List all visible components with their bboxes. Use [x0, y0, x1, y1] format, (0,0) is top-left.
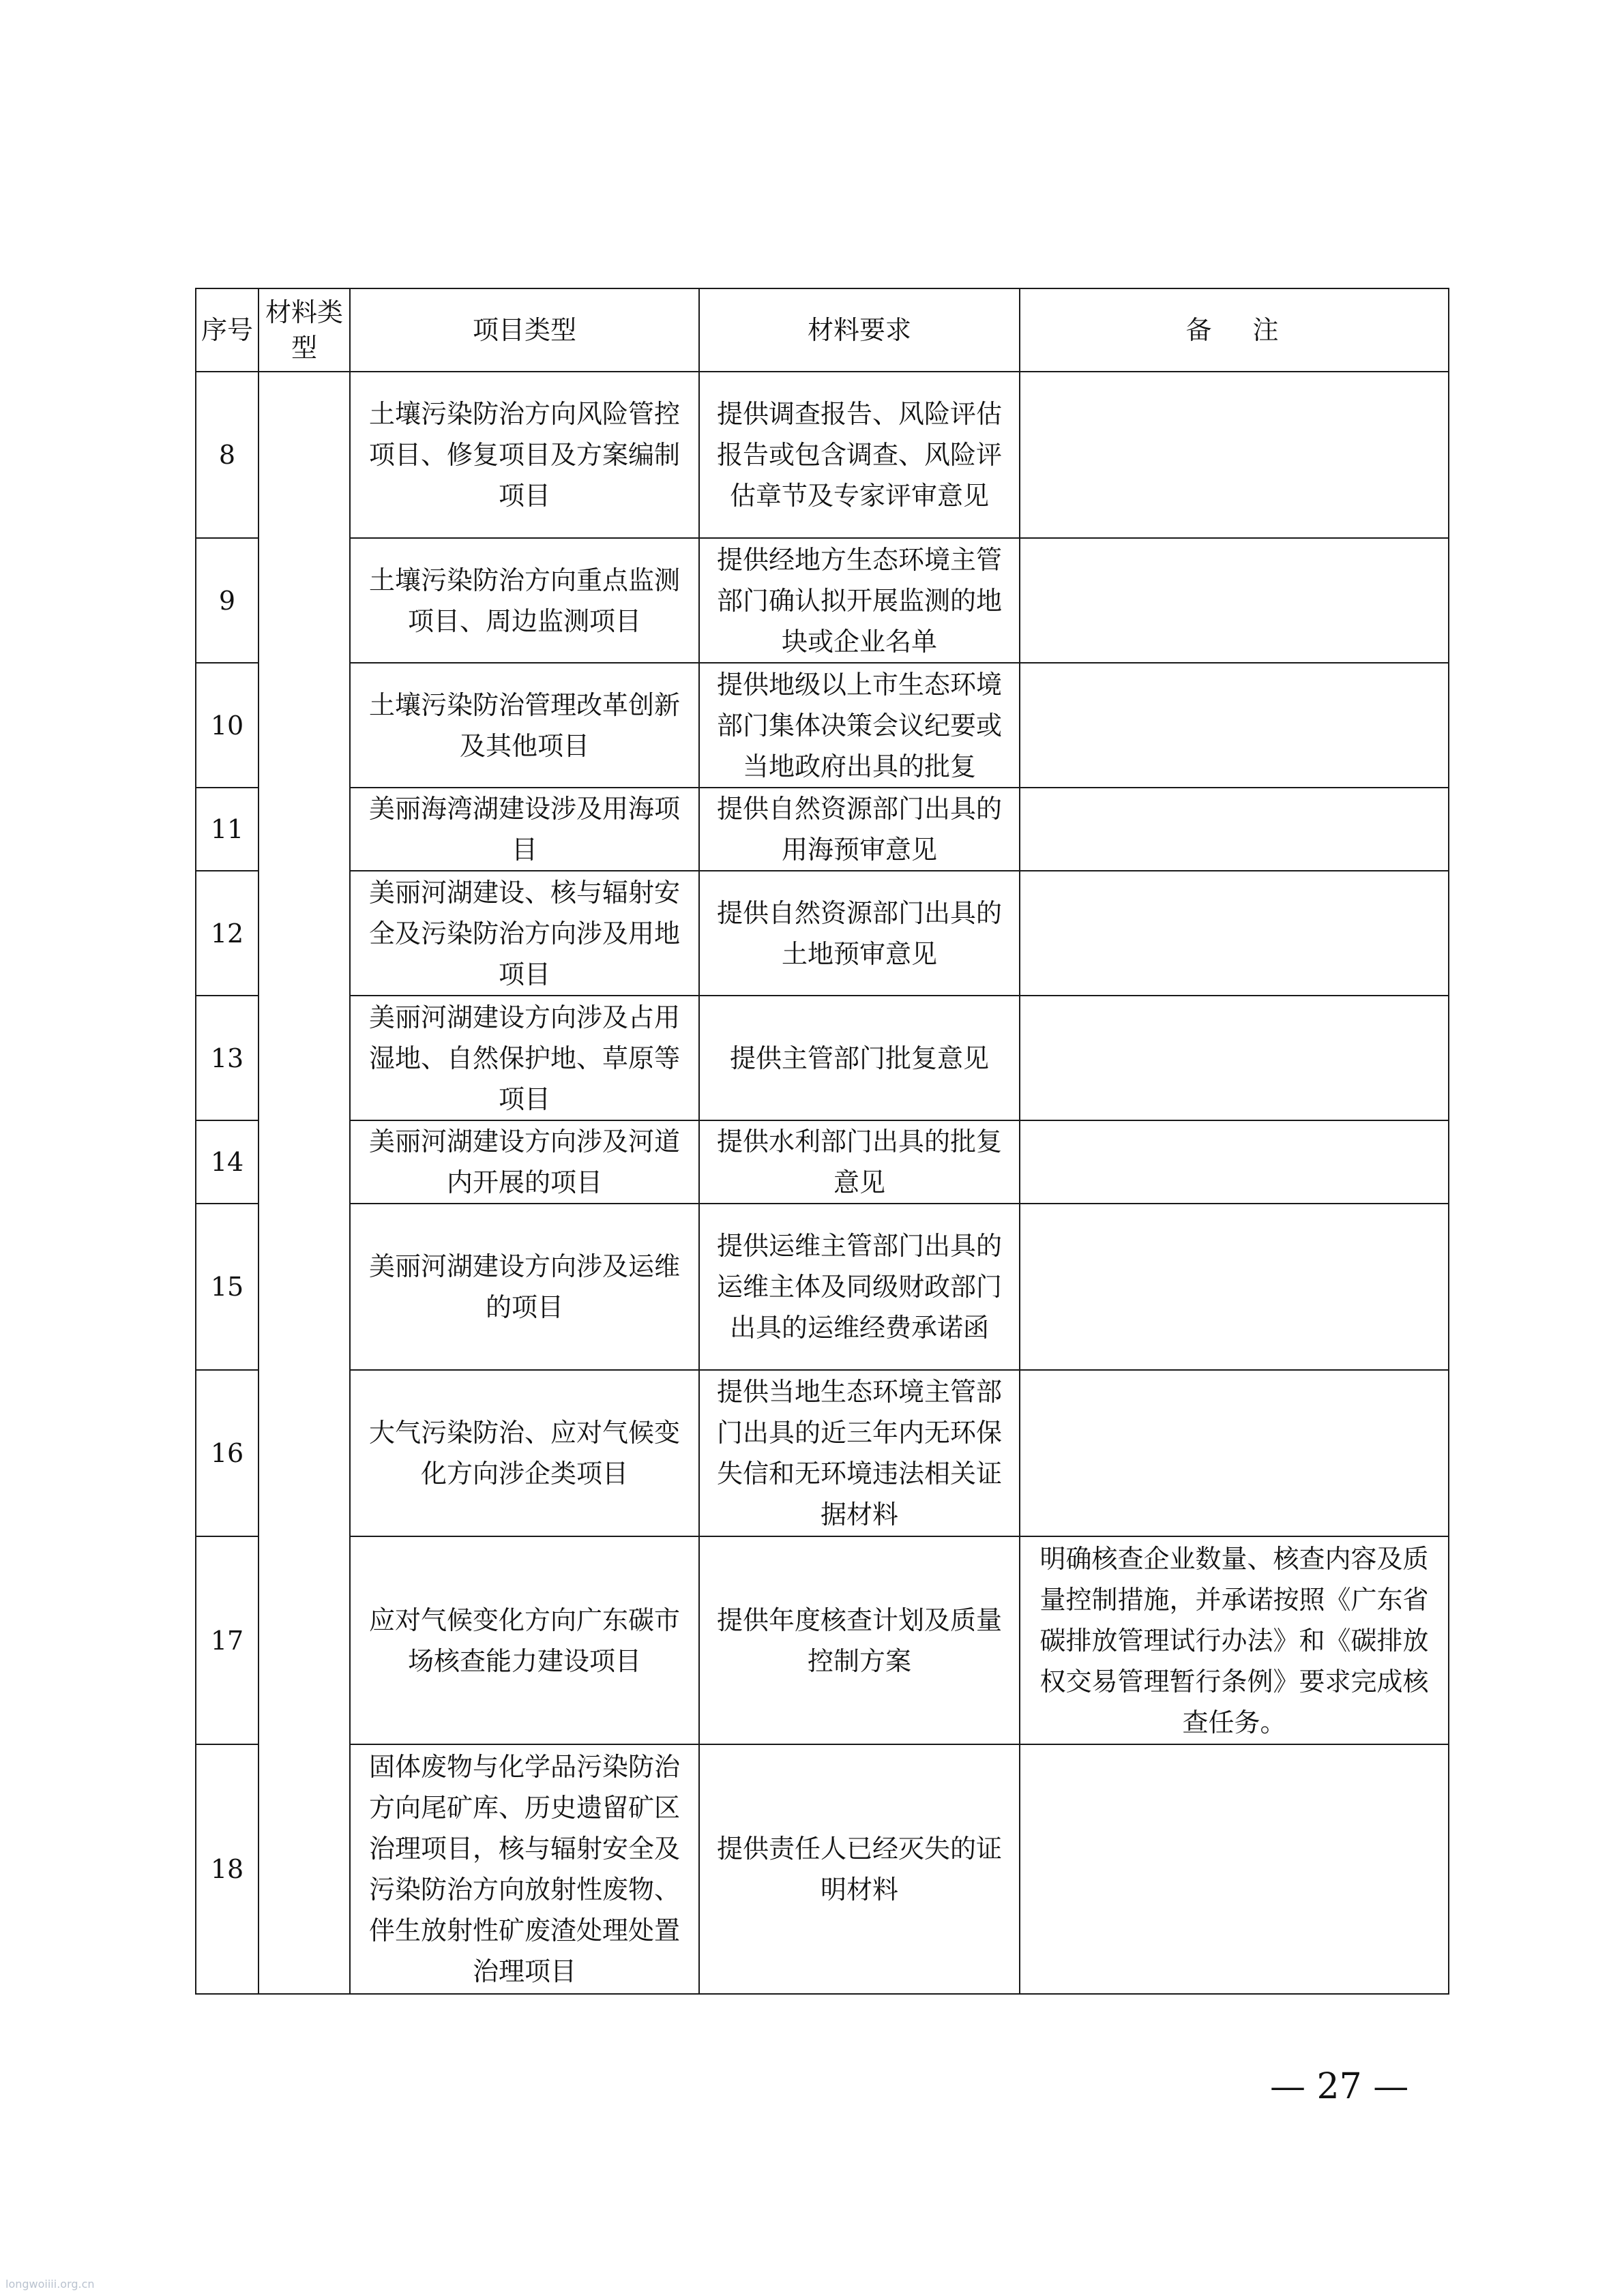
row-material-requirement: 提供调查报告、风险评估报告或包含调查、风险评估章节及专家评审意见: [699, 372, 1020, 538]
row-material-requirement: 提供经地方生态环境主管部门确认拟开展监测的地块或企业名单: [699, 538, 1020, 663]
row-seq: 8: [196, 372, 259, 538]
header-remark: 备注: [1020, 288, 1449, 372]
row-project-type: 固体废物与化学品污染防治方向尾矿库、历史遗留矿区治理项目，核与辐射安全及污染防治方向放射性废物、伴生放射性矿废渣处理处置治理项目: [350, 1744, 699, 1994]
table-row: [196, 372, 1449, 538]
row-project-type: 美丽河湖建设方向涉及运维的项目: [350, 1204, 699, 1370]
page-number: — 27 —: [1270, 2066, 1409, 2107]
watermark: longwoiiii.org.cn: [5, 2278, 95, 2291]
row-remark: 明确核查企业数量、核查内容及质量控制措施，并承诺按照《广东省碳排放管理试行办法》和《碳排放权交易管理暂行条例》要求完成核查任务。: [1020, 1536, 1449, 1744]
table-row: [196, 871, 1449, 996]
header-project-type: 项目类型: [350, 288, 699, 372]
row-material-requirement: 提供水利部门出具的批复意见: [699, 1120, 1020, 1204]
header-material-requirement: 材料要求: [699, 288, 1020, 372]
row-seq: 12: [196, 871, 259, 996]
row-remark: [1020, 1370, 1449, 1536]
row-seq: 9: [196, 538, 259, 663]
row-project-type: 美丽河湖建设、核与辐射安全及污染防治方向涉及用地项目: [350, 871, 699, 996]
row-remark: [1020, 788, 1449, 871]
table-row: [196, 1204, 1449, 1370]
table-row: [196, 1536, 1449, 1744]
row-seq: 11: [196, 788, 259, 871]
row-seq: 16: [196, 1370, 259, 1536]
row-seq: 15: [196, 1204, 259, 1370]
table-row: [196, 1120, 1449, 1204]
table-header-row: [196, 288, 1449, 372]
row-seq: 13: [196, 996, 259, 1120]
table-row: [196, 538, 1449, 663]
header-seq: 序号: [196, 288, 259, 372]
row-remark: [1020, 871, 1449, 996]
row-project-type: 大气污染防治、应对气候变化方向涉企类项目: [350, 1370, 699, 1536]
row-project-type: 美丽海湾湖建设涉及用海项目: [350, 788, 699, 871]
row-material-requirement: 提供地级以上市生态环境部门集体决策会议纪要或当地政府出具的批复: [699, 663, 1020, 788]
row-remark: [1020, 372, 1449, 538]
row-remark: [1020, 663, 1449, 788]
row-seq: 10: [196, 663, 259, 788]
table-row: [196, 996, 1449, 1120]
row-material-requirement: 提供年度核查计划及质量控制方案: [699, 1536, 1020, 1744]
row-remark: [1020, 996, 1449, 1120]
table-row: [196, 788, 1449, 871]
table-row: [196, 1744, 1449, 1994]
row-material-requirement: 提供自然资源部门出具的土地预审意见: [699, 871, 1020, 996]
row-remark: [1020, 538, 1449, 663]
material-type-cell: [259, 372, 350, 1994]
row-material-requirement: 提供运维主管部门出具的运维主体及同级财政部门出具的运维经费承诺函: [699, 1204, 1020, 1370]
row-remark: [1020, 1204, 1449, 1370]
row-seq: 17: [196, 1536, 259, 1744]
row-project-type: 土壤污染防治方向风险管控项目、修复项目及方案编制项目: [350, 372, 699, 538]
row-seq: 18: [196, 1744, 259, 1994]
row-project-type: 土壤污染防治管理改革创新及其他项目: [350, 663, 699, 788]
row-remark: [1020, 1120, 1449, 1204]
row-material-requirement: 提供自然资源部门出具的用海预审意见: [699, 788, 1020, 871]
row-project-type: 应对气候变化方向广东碳市场核查能力建设项目: [350, 1536, 699, 1744]
table-row: [196, 663, 1449, 788]
row-material-requirement: 提供责任人已经灭失的证明材料: [699, 1744, 1020, 1994]
row-material-requirement: 提供主管部门批复意见: [699, 996, 1020, 1120]
row-remark: [1020, 1744, 1449, 1994]
table-row: [196, 1370, 1449, 1536]
row-project-type: 美丽河湖建设方向涉及河道内开展的项目: [350, 1120, 699, 1204]
materials-table: [195, 288, 1449, 1995]
header-material-type: 材料类型: [259, 288, 350, 372]
row-material-requirement: 提供当地生态环境主管部门出具的近三年内无环保失信和无环境违法相关证据材料: [699, 1370, 1020, 1536]
row-seq: 14: [196, 1120, 259, 1204]
row-project-type: 美丽河湖建设方向涉及占用湿地、自然保护地、草原等项目: [350, 996, 699, 1120]
row-project-type: 土壤污染防治方向重点监测项目、周边监测项目: [350, 538, 699, 663]
